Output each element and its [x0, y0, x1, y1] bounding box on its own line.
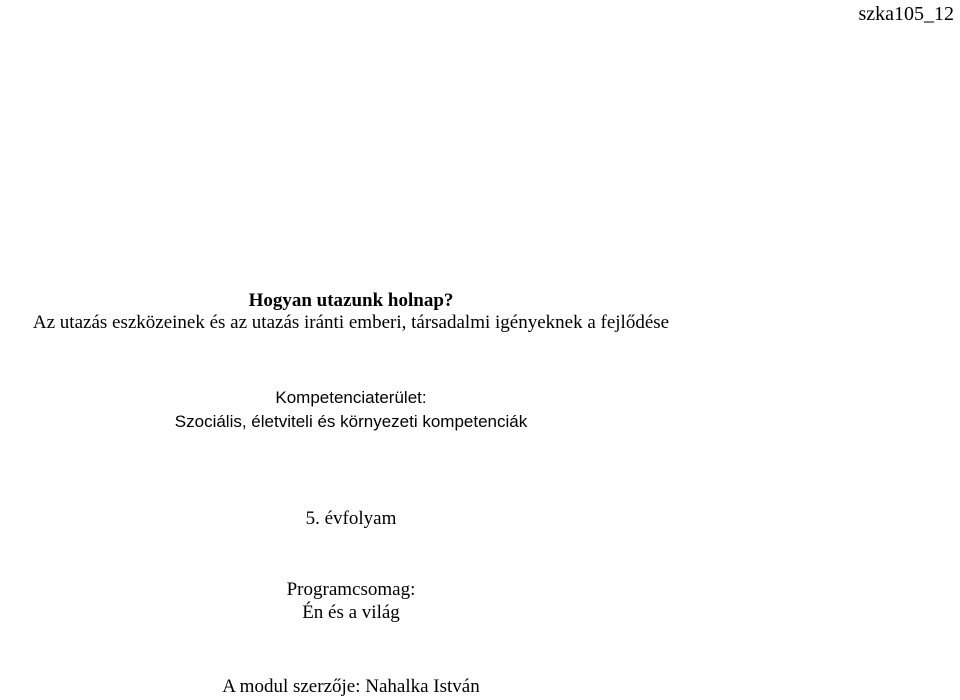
program-value: Én és a világ	[302, 602, 400, 623]
competence-block	[0, 386, 702, 434]
title-block	[0, 290, 702, 334]
document-subtitle: Az utazás eszközeinek és az utazás iránti emberi, társadalmi igényeknek a fejlődése	[32, 312, 670, 333]
competence-value: Szociális, életviteli és környezeti kompetenciák	[174, 412, 528, 431]
grade-level: 5. évfolyam	[305, 508, 397, 529]
competence-label: Kompetenciaterület:	[275, 388, 427, 407]
document-title: Hogyan utazunk holnap?	[248, 290, 454, 311]
program-block	[0, 578, 702, 624]
document-code: szka105_12	[858, 3, 954, 25]
author-line: A modul szerzője: Nahalka István	[222, 676, 480, 697]
program-label: Programcsomag:	[286, 579, 416, 600]
